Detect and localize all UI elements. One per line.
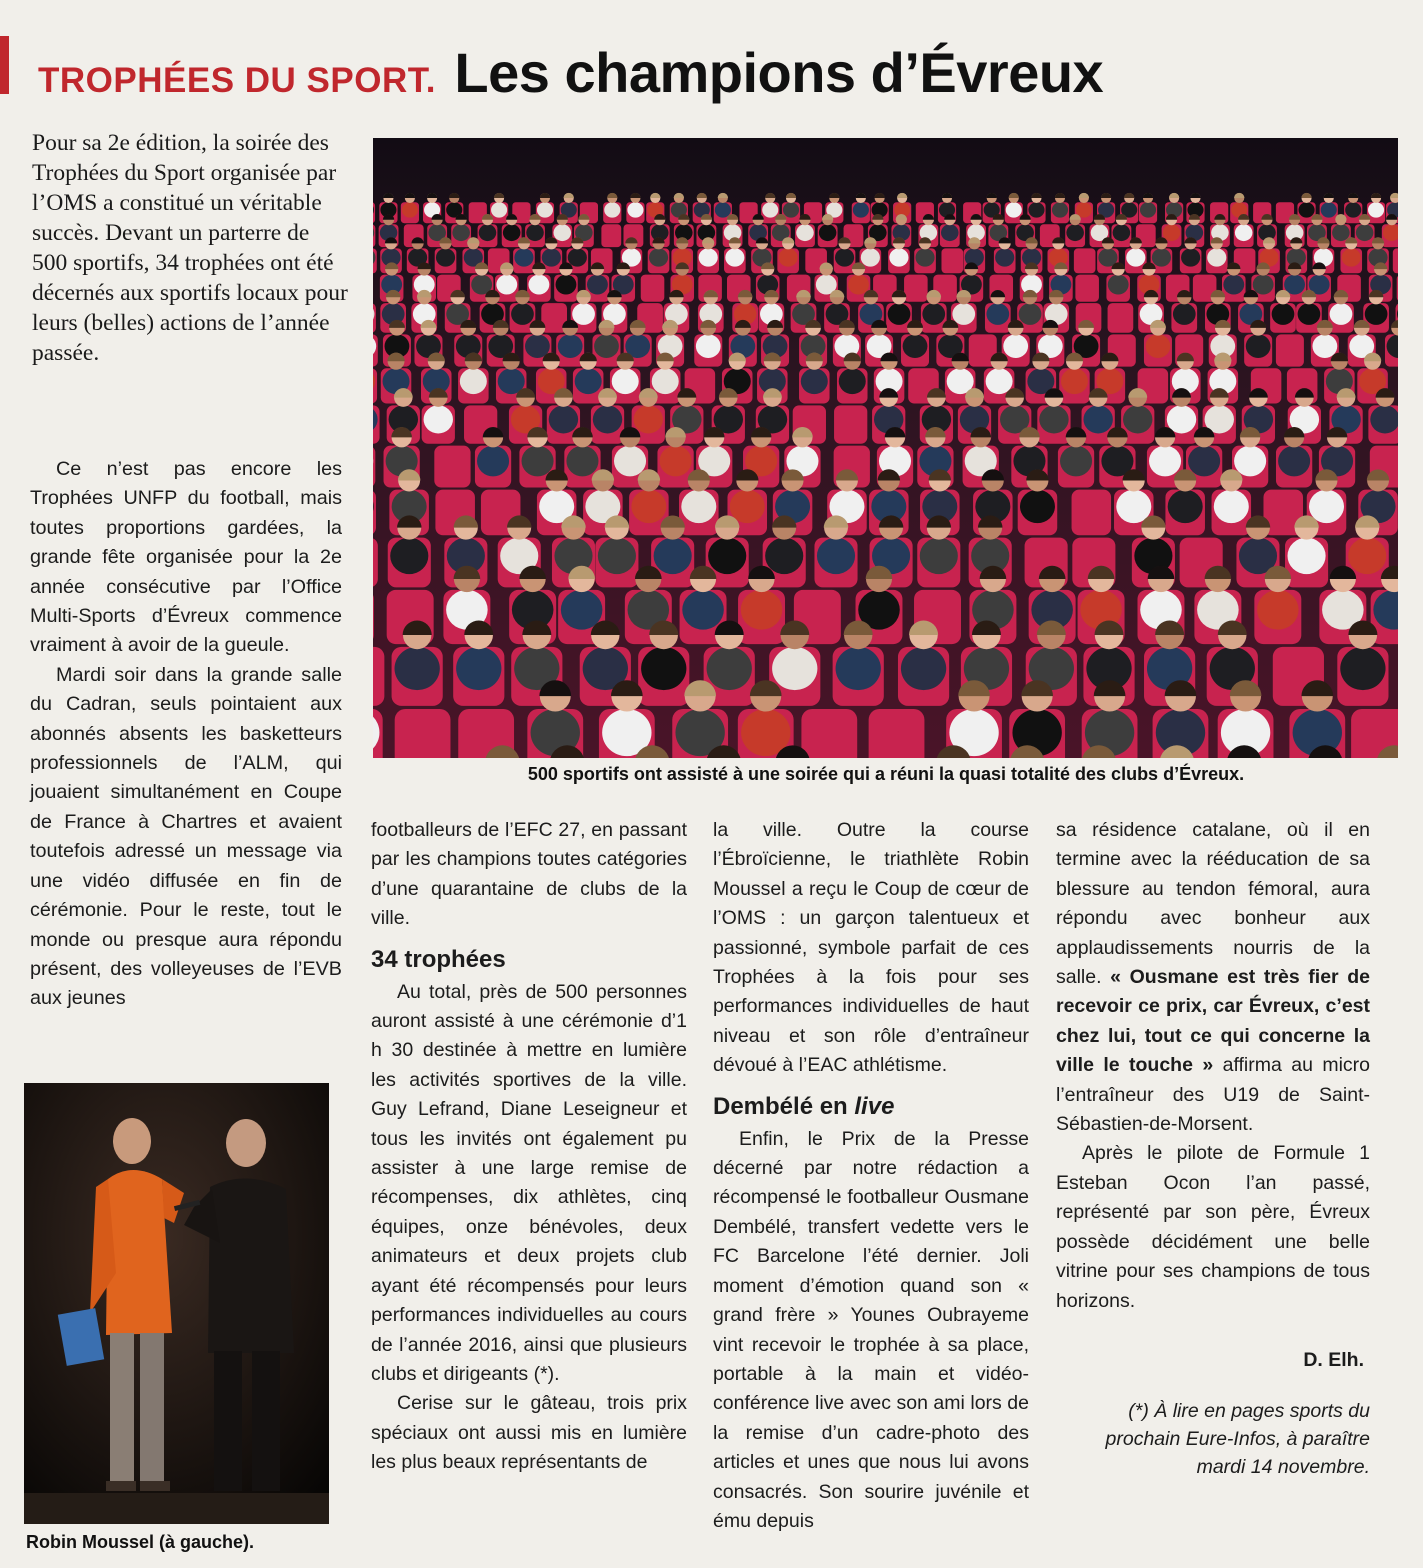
seat [1397, 275, 1398, 302]
spectator-body [888, 303, 911, 325]
spectator-body [652, 368, 679, 394]
spectator-body [901, 647, 946, 690]
spectator-body [1298, 303, 1321, 325]
seat [373, 590, 374, 644]
spectator-body [915, 248, 934, 266]
spectator-body [819, 224, 837, 241]
spectator-body [1234, 446, 1266, 477]
col4-paragraph-1-text: sa résidence catalane, où il en termine avec la rééducation de sa blessure au tendon fémoral, aura répondu avec bonheur aux applaudissements nourris de la salle. [1056, 819, 1370, 989]
spectator-body [436, 248, 455, 266]
spectator-body [839, 368, 866, 394]
spectator-body [715, 202, 731, 217]
spectator-body [556, 275, 577, 295]
spectator-body [986, 303, 1009, 325]
spectator-body [1207, 248, 1226, 266]
spectator-body [783, 202, 799, 217]
spectator-body [1020, 490, 1055, 523]
headline-title: Les champions d’Évreux [454, 41, 1104, 104]
spectator-body [696, 334, 721, 358]
spectator-body [631, 490, 666, 523]
spectator-body [649, 248, 668, 266]
col4-quote: « Ousmane est très fier de recevoir ce prix, car Évreux, c’est chez lui, tout ce qui concerne la ville le touche » [1056, 966, 1371, 1077]
article-column-2 [371, 816, 687, 1478]
spectator-body [1298, 202, 1314, 217]
spectator-body [861, 248, 880, 266]
spectator-body [660, 446, 692, 477]
spectator-body [558, 334, 583, 358]
seat [641, 275, 665, 302]
spectator-body [1253, 275, 1274, 295]
spectator-body [995, 248, 1014, 266]
spectator-body [681, 490, 716, 523]
seat [1276, 334, 1304, 366]
spectator-body [554, 224, 572, 241]
spectator-body [920, 538, 958, 574]
spectator-body [1246, 334, 1271, 358]
spectator-body [627, 202, 643, 217]
seat [373, 490, 376, 536]
spectator-body [1332, 224, 1350, 241]
spectator-body [952, 303, 975, 325]
spectator-body [941, 224, 959, 241]
col3-paragraph-1: la ville. Outre la course l’Ébroïcienne, le triathlète Robin Moussel a reçu le Coup de cœur de l’OMS : un garçon talentueux et passionné, symbole parfait de ces Trophées à la fois pour ses performances individuelles de haut niveau et son rôle d’entraîneur dévoué à l’EAC athlétisme. [713, 819, 1029, 1077]
spectator-body [707, 647, 752, 690]
spectator-body [1365, 303, 1388, 325]
spectator-body [496, 275, 517, 295]
seat [801, 709, 857, 758]
spectator-body [1287, 538, 1325, 574]
seat [1393, 248, 1398, 273]
spectator-body [1149, 446, 1181, 477]
article-column-4 [1056, 816, 1370, 1481]
spectator-body [528, 275, 549, 295]
spectator-body [604, 202, 620, 217]
spectator-body [511, 303, 534, 325]
spectator-body [1168, 490, 1203, 523]
seat [373, 538, 378, 588]
article-column-3 [713, 816, 1029, 1536]
headline [38, 40, 1103, 105]
article-column-1 [30, 455, 342, 1014]
spectator-body [1028, 202, 1044, 217]
seat [395, 709, 451, 758]
spectator-body [1342, 248, 1361, 266]
spectator-body [725, 248, 744, 266]
spectator-body [1312, 334, 1337, 358]
spectator-body [741, 590, 783, 630]
spectator-body [1061, 368, 1088, 394]
seat [434, 446, 470, 488]
spectator-body [1309, 490, 1344, 523]
spectator-body [522, 446, 554, 477]
spectator-body [612, 368, 639, 394]
spectator-body [1060, 446, 1092, 477]
col3-subhead-text: Dembélé en [713, 1092, 855, 1120]
spectator-body [765, 538, 803, 574]
spectator-body [1126, 248, 1145, 266]
spectator-body [1278, 446, 1310, 477]
spectator-body [424, 405, 453, 433]
spectator-body [1052, 202, 1068, 217]
col2-subhead: 34 trophées [371, 945, 506, 973]
seat [904, 275, 928, 302]
spectator-body [779, 248, 798, 266]
spectator-body [1368, 202, 1384, 217]
col4-paragraph-2: Après le pilote de Formule 1 Esteban Ocon l’an passé, représenté par son père, Évreux possède décidément une belle vitrine pour ses champions de tous horizons. [1056, 1142, 1370, 1312]
seat [834, 405, 867, 443]
spectator-body [796, 224, 814, 241]
spectator-body [402, 202, 418, 217]
col2-paragraph-1: footballeurs de l’EFC 27, en passant par les champions toutes catégories d’une quarantaine de clubs de la ville. [371, 819, 687, 930]
seat [373, 446, 375, 488]
spectator-body [594, 334, 619, 358]
spectator-body [1356, 224, 1374, 241]
spectator-body [1083, 405, 1112, 433]
col3-subhead [713, 1091, 1029, 1123]
spectator-body [526, 224, 544, 241]
spectator-body [1140, 202, 1156, 217]
spectator-body [922, 303, 945, 325]
spectator-body [568, 248, 587, 266]
spectator-body [1113, 224, 1131, 241]
seat [1108, 303, 1134, 333]
spectator-body [587, 275, 608, 295]
spectator-body [1006, 202, 1022, 217]
spectator-body [491, 202, 507, 217]
spectator-body [1146, 334, 1171, 358]
spectator-body [801, 368, 828, 394]
spectator-body [1214, 490, 1249, 523]
spectator-body [549, 405, 578, 433]
spectator-body [395, 647, 440, 690]
spectator-body [848, 275, 869, 295]
spectator-body [1348, 538, 1386, 574]
spectator-body [682, 590, 724, 630]
main-photo-audience [373, 138, 1398, 758]
spectator-body [614, 446, 646, 477]
col3-subhead-italic: live [854, 1092, 895, 1120]
spectator-body [1163, 224, 1181, 241]
seat [601, 224, 621, 247]
spectator-body [634, 405, 663, 433]
footnote: (*) À lire en pages sports du prochain Eure-Infos, à paraître mardi 14 novembre. [1105, 1400, 1370, 1479]
spectator-body [503, 224, 521, 241]
spectator-body [654, 538, 692, 574]
spectator-body [542, 248, 561, 266]
spectator-body [1188, 446, 1220, 477]
spectator-body [1340, 647, 1385, 690]
headline-kicker: TROPHÉES DU SPORT. [38, 61, 436, 100]
spectator-body [561, 590, 603, 630]
seat [1075, 275, 1099, 302]
seat [869, 709, 925, 758]
spectator-body [566, 446, 598, 477]
spectator-body [762, 202, 778, 217]
main-photo-caption: 500 sportifs ont assisté à une soirée qui a réuni la quasi totalité des clubs d’Évreux. [527, 764, 1245, 784]
spectator-body [477, 446, 509, 477]
spectator-body [593, 405, 622, 433]
spectator-body [836, 647, 881, 690]
spectator-body [1173, 303, 1196, 325]
spectator-body [572, 303, 595, 325]
spectator-body [1257, 590, 1299, 630]
spectator-body [1272, 303, 1295, 325]
spectator-body [537, 202, 553, 217]
small-photo-caption: Robin Moussel (à gauche). [26, 1532, 255, 1552]
col1-paragraph-1: Ce n’est pas encore les Trophées UNFP du football, mais toutes proportions gardées, la grande fête organisée pour la 2e année consécutive par l’Office Multi-Sports d’Évreux commence vraiment à avoir de la gueule. [30, 458, 342, 657]
spectator-body [1345, 202, 1361, 217]
spectator-body [853, 202, 869, 217]
spectator-body [460, 368, 487, 394]
lead-text: Pour sa 2e édition, la soirée des Trophées du Sport organisée par l’OMS a constitué un véritable succès. Devant un parterre de 500 sportifs, 34 trophées ont été décernés aux sportifs locaux pour leurs (belles) actions de l’année passée. [32, 130, 348, 366]
spectator-body [1321, 202, 1337, 217]
seat [373, 647, 384, 706]
spectator-body [835, 248, 854, 266]
spectator-body [479, 224, 497, 241]
author-signature: D. Elh. [1303, 1348, 1364, 1371]
spectator-body [730, 490, 765, 523]
col1-paragraph-2: Mardi soir dans la grande salle du Cadran, seuls pointaient aux abonnés absents les basketteurs professionnels de l’ALM, qui jouaient simultanément en Coupe de France à Chartres et avaient toutefois adressé un message via une vidéo diffusée en fin de cérémonie. Pour le reste, tout le monde ou presque aura répondu présent, des volleyeuses de l’EVB aux jeunes [30, 663, 342, 1010]
seat [1074, 248, 1096, 273]
col4-paragraph-1-end: affirma au micro l’entraîneur des U19 de Saint-Sébastien-de-Morsent. [1056, 1054, 1370, 1136]
spectator-body [456, 647, 501, 690]
spectator-body [1181, 248, 1200, 266]
spectator-body [699, 248, 718, 266]
col2-paragraph-3: Cerise sur le gâteau, trois prix spéciaux ont aussi mis en lumière les plus beaux représentants de [371, 1392, 687, 1474]
section-color-bar [0, 36, 9, 94]
spectator-body [1330, 303, 1353, 325]
spectator-body [889, 248, 908, 266]
spectator-body [772, 647, 817, 690]
lead-paragraph [32, 128, 350, 368]
spectator-body [986, 368, 1013, 394]
spectator-body [1019, 303, 1042, 325]
spectator-body [1223, 275, 1244, 295]
spectator-body [390, 538, 428, 574]
spectator-body [1235, 224, 1253, 241]
spectator-body [817, 538, 855, 574]
spectator-body [452, 224, 470, 241]
seat [1072, 490, 1112, 536]
spectator-body [1123, 405, 1152, 433]
spectator-body [1066, 224, 1084, 241]
spectator-body [1108, 275, 1129, 295]
spectator-body [1152, 248, 1171, 266]
spectator-body [575, 368, 602, 394]
spectator-body [1003, 334, 1028, 358]
photo-robin-moussel [24, 1083, 329, 1524]
col3-paragraph-2: Enfin, le Prix de la Presse décerné par notre rédaction a récompensé le footballeur Ousmane Dembélé, transfert vedette vers le FC Barcelone l’été dernier. Joli moment d’émotion quand son « grand frère » Younes Oubrayeme vint recevoir le trophée à sa place, portable à la main et vidéo-conférence live avec son ami lors de la remise d’un cadre-photo des articles et unes que nous lui avons consacrés. Son sourire juvénile et ému depuis [713, 1127, 1029, 1532]
seat [941, 248, 963, 273]
spectator-body [598, 538, 636, 574]
col2-paragraph-2: Au total, près de 500 personnes auront assisté à une cérémonie d’1 h 30 destinée à mettre en lumière les activités sportives de la ville. Guy Lefrand, Diane Leseigneur et tous les invités ont également pu assister à une large remise de récompenses, dix athlètes, cinq équipes, onze bénévoles, deux animateurs et deux projets club ayant été récompensés pour leurs performances individuelles au cours de l’année 2016, ainsi que plusieurs clubs et dirigeants (*). [371, 980, 687, 1385]
spectator-body [641, 647, 686, 690]
spectator-body [514, 248, 533, 266]
spectator-body [903, 334, 928, 358]
spectator-body [1039, 405, 1068, 433]
spectator-body [708, 538, 746, 574]
col4-paragraph-1 [1056, 816, 1370, 1139]
